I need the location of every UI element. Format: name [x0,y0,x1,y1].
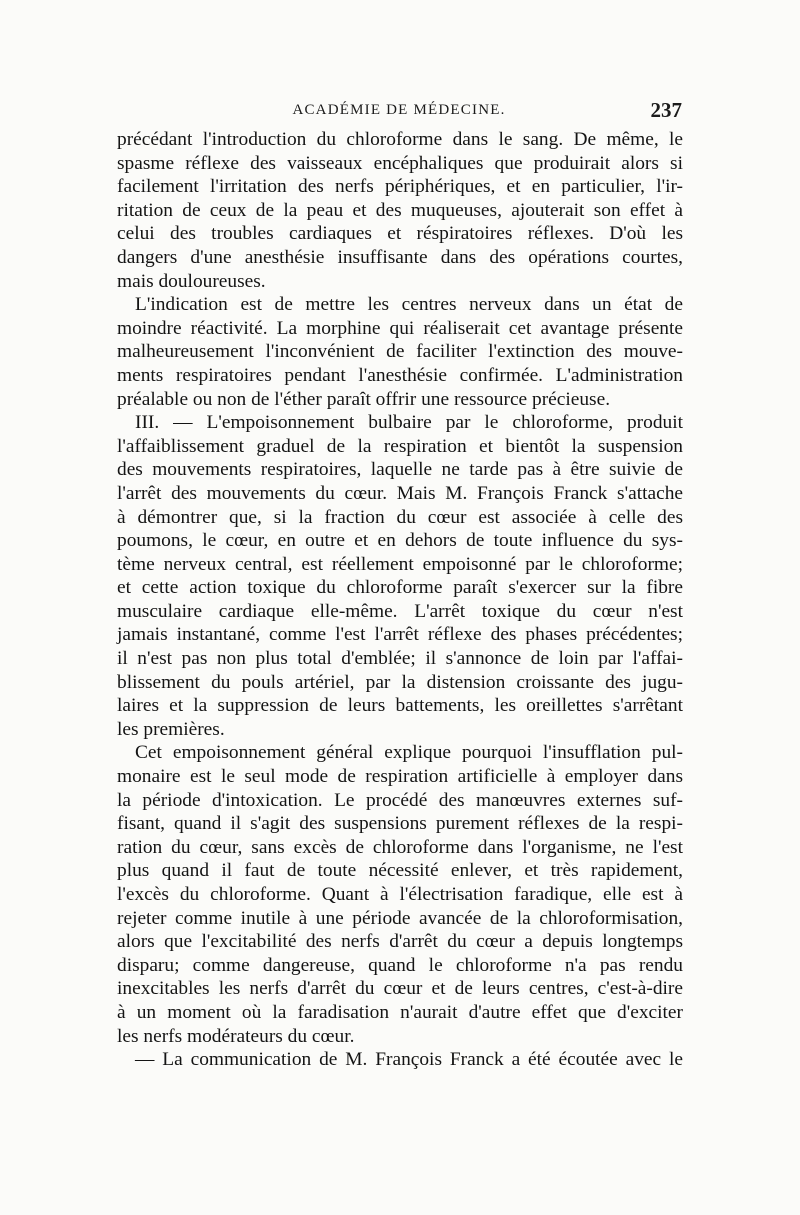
text-line: des mouvements respiratoires, laquelle ne tarde pas à être suivie de [117,459,683,481]
text-line: spasme réflexe des vaisseaux encéphaliques que produirait alors si [117,152,683,174]
text-line: — La communication de M. François Franck a été écoutée avec le [135,1049,683,1071]
page-number: 237 [650,98,682,122]
text-line: ritation de ceux de la peau et des muqueuses, ajouterait son effet à [117,199,683,221]
text-line: malheureusement l'inconvénient de faciliter l'extinction des mouve- [117,341,683,363]
page-header [116,98,682,128]
text-line: l'excès du chloroforme. Quant à l'électrisation faradique, elle est à [117,884,683,905]
text-line: Cet empoisonnement général explique pourquoi l'insufflation pul- [135,742,683,764]
text-line: ments respiratoires pendant l'anesthésie confirmée. L'administration [117,364,683,386]
text-line: l'affaiblissement graduel de la respiration et bientôt la suspension [117,435,683,457]
text-line: plus quand il faut de toute nécessité enlever, et très rapidement, [117,860,683,882]
text-line: précédant l'introduction du chloroforme dans le sang. De même, le [117,129,683,150]
text-line: il n'est pas non plus total d'emblée; il s'annonce de loin par l'affai- [117,648,683,670]
text-line: disparu; comme dangereuse, quand le chloroforme n'a pas rendu [117,954,683,976]
text-line: l'arrêt des mouvements du cœur. Mais M. François Franck s'attache [117,482,683,504]
text-line: les premières. [117,718,225,740]
text-line: mais douloureuses. [117,270,266,292]
text-line: poumons, le cœur, en outre et en dehors de toute influence du sys- [117,530,683,552]
body-text [117,128,683,1072]
text-line: la période d'intoxication. Le procédé des manœuvres externes suf- [117,789,683,811]
text-line: rejeter comme inutile à une période avancée de la chloroformisation, [117,907,683,929]
text-line: et cette action toxique du chloroforme paraît s'exercer sur la fibre [117,577,683,599]
text-line: ration du cœur, sans excès de chloroforme dans l'organisme, ne l'est [117,836,683,858]
text-line: tème nerveux central, est réellement empoisonné par le chloroforme; [117,553,683,575]
running-title: ACADÉMIE DE MÉDECINE. [292,102,506,118]
text-line: les nerfs modérateurs du cœur. [117,1025,355,1047]
text-line: blissement du pouls artériel, par la distension croissante des jugu- [117,671,683,693]
text-line: inexcitables les nerfs d'arrêt du cœur et de leurs centres, c'est-à-dire [117,978,683,1000]
text-line: à un moment où la faradisation n'aurait d'autre effet que d'exciter [117,1001,683,1023]
text-line: musculaire cardiaque elle-même. L'arrêt toxique du cœur n'est [117,600,683,622]
text-line: moindre réactivité. La morphine qui réaliserait cet avantage présente [117,317,683,339]
text-line: à démontrer que, si la fraction du cœur est associée à celle des [117,506,683,528]
text-line: facilement l'irritation des nerfs périphériques, et en particulier, l'ir- [117,176,683,198]
text-line: jamais instantané, comme l'est l'arrêt réflexe des phases précédentes; [117,624,683,646]
text-line: L'indication est de mettre les centres nerveux dans un état de [135,294,683,316]
text-line: dangers d'une anesthésie insuffisante dans des opérations courtes, [117,246,683,268]
text-line: préalable ou non de l'éther paraît offrir une ressource précieuse. [117,388,611,410]
text-line: III. — L'empoisonnement bulbaire par le chloroforme, produit [135,412,683,434]
text-line: monaire est le seul mode de respiration artificielle à employer dans [117,766,683,788]
text-line: celui des troubles cardiaques et réspiratoires réflexes. D'où les [117,223,683,245]
text-line: laires et la suppression de leurs battements, les oreillettes s'arrêtant [117,695,683,717]
text-line: alors que l'excitabilité des nerfs d'arrêt du cœur a depuis longtemps [117,931,683,953]
text-line: fisant, quand il s'agit des suspensions purement réflexes de la respi- [117,813,683,835]
